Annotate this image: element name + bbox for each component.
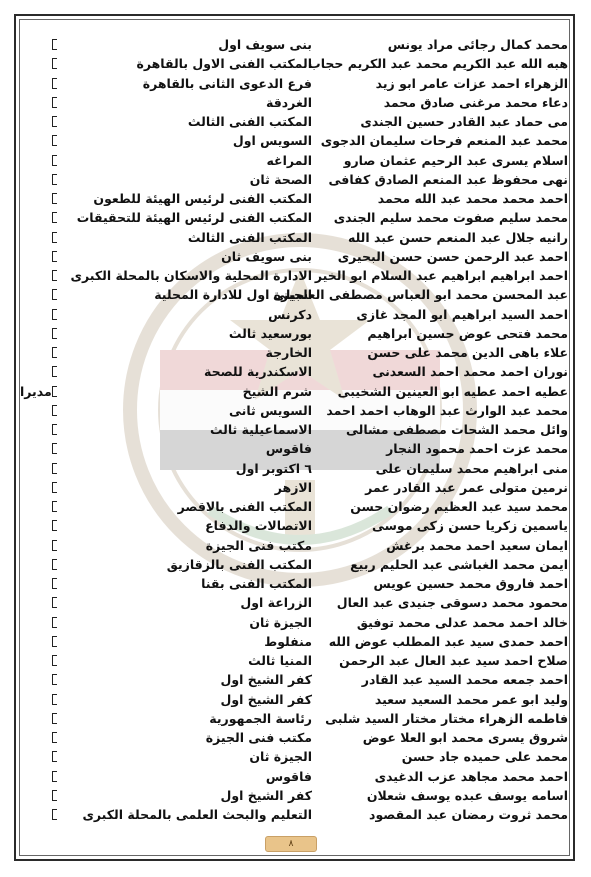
employee-name: احمد ابراهيم ابراهيم عبد السلام ابو الخير	[314, 268, 568, 283]
table-row	[30, 228, 570, 247]
assignment: مكتب فنى الجيزة	[205, 730, 312, 745]
checkbox-bracket-icon	[52, 193, 57, 204]
employee-name: عطيه احمد عطيه ابو العينين الشخيبى	[337, 383, 568, 399]
table-row	[30, 189, 570, 208]
employee-name: محمد عبد المنعم فرحات سليمان الدجوى	[320, 133, 568, 149]
assignment: دكرنس	[268, 306, 312, 322]
checkbox-bracket-icon	[52, 674, 57, 685]
table-row	[30, 208, 570, 227]
assignment: كفر الشيخ اول	[220, 787, 312, 803]
table-row	[30, 362, 570, 381]
assignment: المكتب الفنى الاول بالقاهرة	[136, 56, 312, 72]
table-row	[30, 786, 570, 805]
assignment: المكتب الفنى الثالث	[187, 114, 312, 129]
checkbox-bracket-icon	[52, 58, 57, 69]
assignment: التعليم والبحث العلمى بالمحلة الكبرى	[82, 807, 312, 822]
table-row	[30, 151, 570, 170]
table-row	[30, 747, 570, 766]
assignment: الزراعة اول	[240, 595, 312, 611]
assignment: ٦ اكتوبر اول	[235, 460, 312, 476]
assignment: المراغه	[266, 152, 312, 168]
table-row	[30, 420, 570, 439]
table-row	[30, 497, 570, 516]
employee-name: ياسمين زكريا حسن زكى موسى	[371, 518, 568, 534]
checkbox-bracket-icon	[52, 636, 57, 647]
table-row	[30, 170, 570, 189]
checkbox-bracket-icon	[52, 97, 57, 108]
table-row	[30, 343, 570, 362]
checkbox-bracket-icon	[52, 212, 57, 223]
table-row	[30, 767, 570, 786]
employee-name: نوران احمد محمد احمد السعدنى	[372, 364, 568, 380]
assignment: الاسكندرية للصحة	[203, 364, 312, 380]
assignment: المكتب الفنى بقنا	[201, 576, 312, 591]
employee-name: محمد كمال رجائى مراد يونس	[387, 37, 568, 52]
assignment: فاقوس	[265, 768, 312, 784]
table-row	[30, 478, 570, 497]
checkbox-bracket-icon	[52, 328, 57, 339]
assignment: فاقوس	[265, 441, 312, 457]
assignment: الجيزة ثان	[249, 614, 312, 630]
employee-name: رانيه جلال عبد المنعم حسن عبد الله	[348, 229, 568, 245]
table-row	[30, 131, 570, 150]
checkbox-bracket-icon	[52, 482, 57, 493]
checkbox-bracket-icon	[52, 578, 57, 589]
table-row	[30, 805, 570, 824]
checkbox-bracket-icon	[52, 78, 57, 89]
employee-name: احمد محمد محمد عبد الله محمد	[377, 191, 568, 206]
checkbox-bracket-icon	[52, 520, 57, 531]
page-number: ٨	[265, 836, 317, 852]
table-row	[30, 574, 570, 593]
employee-name: فاطمه الزهراء مختار مختار السيد شلبى	[325, 710, 568, 726]
assignment: المكتب الفنى بالاقصر	[177, 499, 312, 514]
assignment: منفلوط	[264, 633, 312, 649]
assignment: بنى سويف ثان	[221, 248, 312, 264]
assignment: الصحة ثان	[249, 171, 312, 187]
table-row	[30, 536, 570, 555]
assignment: الخارجة	[265, 345, 312, 360]
checkbox-bracket-icon	[52, 809, 57, 820]
checkbox-bracket-icon	[52, 694, 57, 705]
checkbox-bracket-icon	[52, 232, 57, 243]
assignment: كفر الشيخ اول	[220, 691, 312, 707]
assignment: بنى سويف اول	[218, 37, 312, 52]
table-row	[30, 728, 570, 747]
checkbox-bracket-icon	[52, 443, 57, 454]
table-row	[30, 593, 570, 612]
table-row	[30, 74, 570, 93]
table-row	[30, 516, 570, 535]
employee-name: محمد عبد الوارث عبد الوهاب احمد احمد	[326, 402, 568, 418]
table-row	[30, 305, 570, 324]
checkbox-bracket-icon	[52, 347, 57, 358]
employee-name: نهى محفوظ عبد المنعم الصادق كفافى	[328, 171, 568, 187]
employee-name: محمد ثروت رمضان عبد المقصود	[369, 807, 568, 822]
table-row	[30, 285, 570, 304]
table-row	[30, 54, 570, 73]
employee-name: ايمن محمد الغباشى عبد الحليم ربيع	[350, 556, 568, 572]
assignment: السويس ثانى	[229, 402, 312, 418]
employee-name: احمد حمدى سيد عبد المطلب عوض الله	[328, 633, 568, 649]
employee-name: وائل محمد الشحات مصطفى مشالى	[346, 422, 568, 437]
checkbox-bracket-icon	[52, 597, 57, 608]
checkbox-bracket-icon	[52, 617, 57, 628]
assignment: المكتب الفنى الثالث	[187, 229, 312, 245]
personnel-list	[20, 35, 570, 824]
assignment: الازهر	[274, 479, 312, 495]
checkbox-bracket-icon	[52, 559, 57, 570]
assignment: الجيزة ثان	[249, 749, 312, 765]
employee-name: محمد فتحى عوض حسين ابراهيم	[367, 325, 568, 341]
table-row	[30, 439, 570, 458]
employee-name: منى ابراهيم محمد سليمان على	[375, 460, 568, 476]
assignment: مكتب فنى الجيزة	[205, 537, 312, 553]
assignment: المكتب الفنى لرئيس الهيئة للطعون	[93, 191, 312, 206]
checkbox-bracket-icon	[52, 386, 57, 397]
assignment: الجيزة اول للادارة المحلية	[154, 287, 312, 303]
checkbox-bracket-icon	[52, 251, 57, 262]
table-row	[30, 93, 570, 112]
checkbox-bracket-icon	[52, 463, 57, 474]
checkbox-bracket-icon	[52, 655, 57, 666]
employee-name: احمد فاروق محمد حسين عويس	[373, 576, 568, 591]
checkbox-bracket-icon	[52, 155, 57, 166]
employee-name: محمد سيد عبد العظيم رضوان حسن	[350, 499, 568, 514]
employee-name: صلاح احمد سيد عبد العال عبد الرحمن	[339, 653, 568, 668]
assignment: المكتب الفنى بالزقازيق	[166, 556, 312, 572]
table-row	[30, 459, 570, 478]
employee-name: وليد ابو عمر محمد السعيد سعيد	[374, 691, 568, 707]
table-row	[30, 35, 570, 54]
table-row	[30, 613, 570, 632]
employee-name: هبه الله عبد الكريم محمد عبد الكريم حجاب	[308, 56, 568, 72]
checkbox-bracket-icon	[52, 366, 57, 377]
employee-name: اسامه يوسف عبده يوسف شعلان	[366, 787, 568, 803]
table-row	[30, 670, 570, 689]
table-row	[20, 382, 570, 401]
checkbox-bracket-icon	[52, 174, 57, 185]
table-row	[30, 555, 570, 574]
checkbox-bracket-icon	[52, 540, 57, 551]
table-row	[30, 709, 570, 728]
checkbox-bracket-icon	[52, 751, 57, 762]
row-note: مديرا	[20, 383, 52, 399]
assignment: كفر الشيخ اول	[220, 672, 312, 688]
employee-name: محمد على حميده جاد حسن	[401, 749, 568, 765]
employee-name: محمد سليم صفوت محمد سليم الجندى	[333, 210, 568, 226]
assignment: رئاسة الجمهورية	[209, 710, 312, 726]
checkbox-bracket-icon	[52, 270, 57, 281]
assignment: شرم الشيخ	[242, 383, 312, 399]
checkbox-bracket-icon	[52, 771, 57, 782]
checkbox-bracket-icon	[52, 289, 57, 300]
employee-name: الزهراء احمد عزات عامر ابو زيد	[375, 75, 568, 91]
employee-name: احمد السيد ابراهيم ابو المجد غازى	[356, 306, 568, 322]
checkbox-bracket-icon	[52, 309, 57, 320]
table-row	[30, 324, 570, 343]
assignment: الاتصالات والدفاع	[205, 518, 312, 534]
employee-name: ايمان سعيد احمد محمد برغش	[386, 537, 568, 553]
assignment: بورسعيد ثالث	[228, 325, 312, 341]
assignment: فرع الدعوى الثانى بالقاهرة	[142, 75, 312, 91]
employee-name: احمد جمعه محمد السيد عبد القادر	[361, 672, 568, 688]
employee-name: اسلام يسرى عبد الرحيم عثمان صارو	[343, 152, 568, 168]
assignment: المكتب الفنى لرئيس الهيئة للتحقيقات	[76, 210, 312, 226]
table-row	[30, 247, 570, 266]
assignment: السويس اول	[232, 133, 312, 149]
checkbox-bracket-icon	[52, 405, 57, 416]
employee-name: احمد عبد الرحمن حسن حسن البحيرى	[337, 248, 568, 264]
employee-name: محمود محمد دسوقى جنيدى عبد العال	[336, 595, 568, 611]
checkbox-bracket-icon	[52, 713, 57, 724]
employee-name: نرمين متولى عمر عبد القادر عمر	[365, 479, 568, 495]
table-row	[30, 632, 570, 651]
table-row	[30, 690, 570, 709]
employee-name: خالد احمد محمد عدلى محمد توفيق	[356, 614, 568, 630]
assignment: المنيا ثالث	[248, 653, 312, 668]
employee-name: عبد المحسن محمد ابو العباس مصطفى العسيلى	[272, 287, 568, 303]
checkbox-bracket-icon	[52, 501, 57, 512]
employee-name: محمد عزت احمد محمود النجار	[386, 441, 568, 457]
assignment: الغردقة	[266, 94, 312, 110]
employee-name: علاء باهى الدين محمد على حسن	[367, 345, 568, 360]
table-row	[30, 112, 570, 131]
checkbox-bracket-icon	[52, 39, 57, 50]
table-row	[30, 401, 570, 420]
assignment: الاسماعيلية ثالث	[209, 422, 312, 437]
assignment: الادارة المحلية والاسكان بالمحلة الكبرى	[70, 268, 312, 283]
employee-name: مى حماد عبد القادر حسين الجندى	[360, 114, 568, 129]
employee-name: دعاء محمد مرغنى صادق محمد	[383, 94, 568, 110]
checkbox-bracket-icon	[52, 732, 57, 743]
checkbox-bracket-icon	[52, 790, 57, 801]
employee-name: شروق يسرى محمد ابو العلا عوض	[362, 730, 568, 745]
checkbox-bracket-icon	[52, 116, 57, 127]
employee-name: احمد محمد مجاهد عزب الدغيدى	[374, 768, 568, 784]
checkbox-bracket-icon	[52, 424, 57, 435]
table-row	[30, 651, 570, 670]
table-row	[30, 266, 570, 285]
checkbox-bracket-icon	[52, 135, 57, 146]
